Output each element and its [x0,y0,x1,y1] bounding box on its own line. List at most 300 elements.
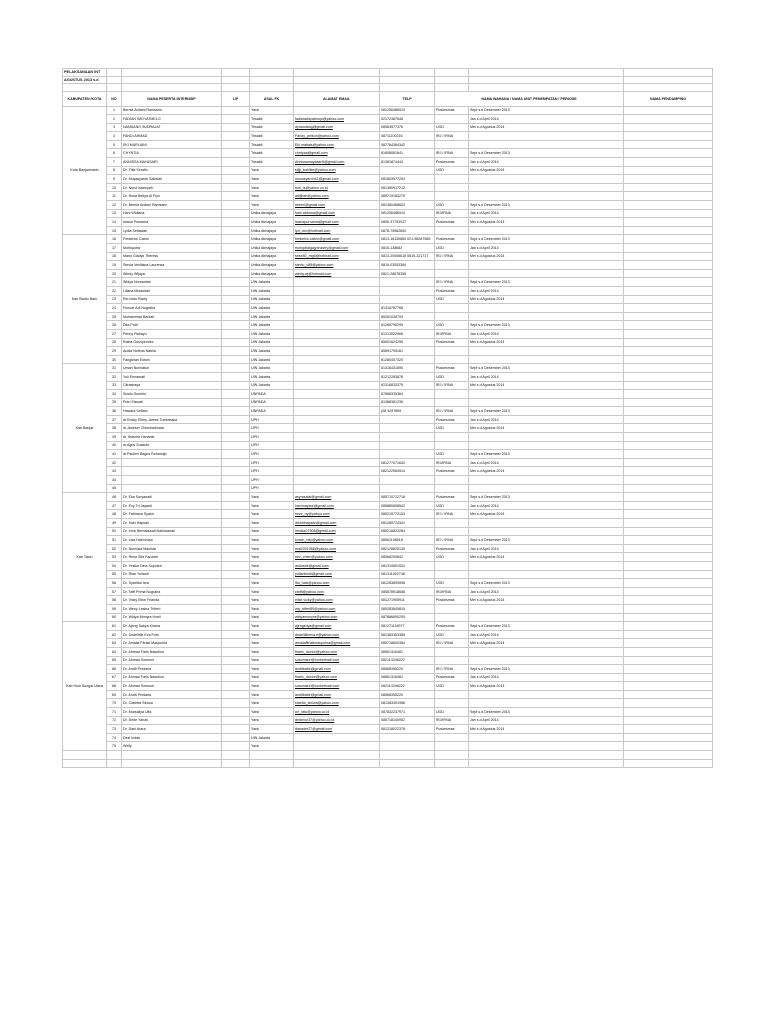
period-cell [469,347,624,356]
unit-cell: IRJ/IRNA [435,587,469,596]
email-cell[interactable]: chntyaa@gmail.com [294,149,380,158]
row-number: 12 [107,201,122,210]
unit-cell: IRJ / IRNA [435,665,469,674]
pendamping-cell [624,183,713,192]
unit-cell [435,304,469,313]
email-cell[interactable]: kvach_nify@yahoo.com [294,536,380,545]
table-row [63,527,713,536]
participant-name: Penny Rahayu [122,329,222,338]
row-number: 41 [107,450,122,459]
gender-cell [222,673,250,682]
email-cell[interactable]: nez_chien@yahoo.com [294,553,380,562]
email-cell[interactable]: frederick.calvin@gmail.com [294,235,380,244]
table-row [63,484,713,493]
email-cell [294,458,380,467]
gender-cell [222,596,250,605]
kabupaten-cell: Kab Tapin [63,493,107,622]
unit-cell: IRJ / IRNA [435,407,469,416]
phone-cell: 081383301986 [380,699,435,708]
gender-cell [222,175,250,184]
participant-name: Muhammad Barkah [122,312,222,321]
email-cell [294,415,380,424]
unit-cell: IRJ / IRNA [435,639,469,648]
pendamping-cell [624,381,713,390]
unit-cell: UGD [435,372,469,381]
period-cell [469,132,624,141]
phone-cell: 81381874444 [380,158,435,167]
period-cell: Jan s.d April 2014 [469,716,624,725]
period-cell [469,561,624,570]
email-cell[interactable]: windy.wj@hotmail.com [294,269,380,278]
table-row [63,398,713,407]
phone-cell: 08568209842 [380,553,435,562]
unit-cell [435,140,469,149]
pendamping-cell [624,613,713,622]
phone-cell: 81388381236 [380,398,435,407]
gender-cell [222,295,250,304]
gender-cell [222,321,250,330]
unit-cell: UGD [435,123,469,132]
period-cell [469,604,624,613]
email-cell[interactable]: muzasyaroh41@gmail.com [294,175,380,184]
email-cell[interactable]: mal2001986@yahoo.com [294,544,380,553]
pendamping-cell [624,304,713,313]
email-cell[interactable]: sifjji_bahlike@yahoo.com [294,166,380,175]
row-number: 13 [107,209,122,218]
faculty-origin: Trisakti [250,132,294,141]
period-cell [469,484,624,493]
phone-cell: 0815-138683 [380,244,435,253]
header-nama: NAMA PESERTA INTERNSIP [122,91,222,106]
faculty-origin: Yarsi [250,725,294,734]
table-row [63,252,713,261]
phone-cell [380,476,435,485]
faculty-origin: Yarsi [250,716,294,725]
participant-name: Susilo Sumitro [122,390,222,399]
faculty-origin: Unika Atmajaya [250,209,294,218]
participant-name: Welly [122,742,222,751]
faculty-origin: UIN Jakarta [250,304,294,313]
participant-name: Rio Iwan Riady [122,295,222,304]
phone-cell: 081271905911 [380,596,435,605]
email-cell [294,286,380,295]
email-cell[interactable]: uri_ratu@yahoo.co.id [294,708,380,717]
period-cell: Sept s.d Desember 2013 [469,201,624,210]
faculty-origin: UIN Jakarta [250,295,294,304]
participant-name: Liliana Mulandari [122,286,222,295]
pendamping-cell [624,286,713,295]
pendamping-cell [624,596,713,605]
pendamping-cell [624,312,713,321]
unit-cell: Puskesmas [435,218,469,227]
kabupaten-cell: Kab Hulu Sungai Utara [63,622,107,751]
faculty-origin: Yarsi [250,682,294,691]
email-cell[interactable]: susomsuri@rocketmail.com [294,656,380,665]
phone-cell: 081380468603 [380,201,435,210]
email-cell[interactable]: sese80_mgtt@hotmail.com [294,252,380,261]
email-cell[interactable]: nberni@gmail.com [294,201,380,210]
participant-name: Dr. Andit Perdana [122,690,222,699]
phone-cell: 81212283878 [380,372,435,381]
table-row [63,476,713,485]
table-row [63,579,713,588]
gender-cell [222,699,250,708]
phone-cell [380,278,435,287]
gender-cell [222,716,250,725]
row-number: 19 [107,261,122,270]
participant-name: Desi Indah [122,733,222,742]
unit-cell: Puskesmas [435,158,469,167]
gender-cell [222,372,250,381]
period-cell [469,355,624,364]
row-number: 63 [107,639,122,648]
faculty-origin: Yarsi [250,639,294,648]
period-cell: Mei s.d Agustus 2014 [469,467,624,476]
gender-cell [222,338,250,347]
table-row [63,415,713,424]
faculty-origin: Trisakti [250,149,294,158]
participant-name: Dr. Mursaliya Ufia [122,708,222,717]
row-number: 42 [107,458,122,467]
period-cell [469,699,624,708]
faculty-origin: UIN Jakarta [250,733,294,742]
pendamping-cell [624,158,713,167]
table-row [63,622,713,631]
participant-name: Dr. Ahmad Faris Nasution [122,647,222,656]
gender-cell [222,536,250,545]
participant-name: Dr. Rosa Betiya Al Fiyn [122,192,222,201]
row-number: 55 [107,570,122,579]
phone-cell: 085718140902 [380,716,435,725]
pendamping-cell [624,708,713,717]
period-cell: Jan s.d April 2014 [469,158,624,167]
table-row [63,553,713,562]
unit-cell [435,476,469,485]
period-cell: Sept s.d Desember 2013 [469,665,624,674]
phone-cell: 081256486910 [380,106,435,115]
row-number: 60 [107,613,122,622]
table-row [63,536,713,545]
pendamping-cell [624,321,713,330]
gender-cell [222,665,250,674]
faculty-origin: UIN Jakarta [250,364,294,373]
gender-cell [222,467,250,476]
email-cell[interactable]: elise.vicky@yahoo.com [294,596,380,605]
email-cell[interactable]: yuliantinidi@gmail.com [294,570,380,579]
period-cell [469,433,624,442]
email-cell [294,295,380,304]
unit-cell [435,226,469,235]
email-cell[interactable]: diindrihapsari@gmail.com [294,519,380,528]
email-cell[interactable]: adiljhan@yahoo.com [294,192,380,201]
row-number: 46 [107,493,122,502]
gender-cell [222,123,250,132]
email-cell [294,433,380,442]
email-cell[interactable]: Annissamayasari9@gmail.com [294,158,380,167]
email-cell [294,106,380,115]
row-number: 32 [107,372,122,381]
header-wahana: NAMA WAHANA / NAMA UNIT PENEMPATAN / PERIODE [435,91,624,106]
unit-cell [435,175,469,184]
email-cell[interactable]: claetta_siniwa@yahoo.com [294,699,380,708]
pendamping-cell [624,647,713,656]
gender-cell [222,166,250,175]
faculty-origin: UIN Jakarta [250,329,294,338]
email-cell[interactable]: ctaffi@yahoo.com [294,587,380,596]
gender-cell [222,570,250,579]
pendamping-cell [624,209,713,218]
period-cell [469,140,624,149]
email-cell [294,476,380,485]
email-cell[interactable]: hani.widiana@gmail.com [294,209,380,218]
period-cell: Sept s.d Desember 2013 [469,536,624,545]
email-cell[interactable]: mohqdralgajychastry@gmail.com [294,244,380,253]
email-cell[interactable]: ifai_hals@yahoo.com [294,579,380,588]
email-cell[interactable]: dodeliflieeva.e@yahoo.com [294,630,380,639]
participant-name: Fangkiran Edwin [122,355,222,364]
period-cell: Jan s.d April 2014 [469,286,624,295]
table-row [63,347,713,356]
period-cell: Sept s.d Desember 2013 [469,278,624,287]
phone-cell: 082122564914 [380,467,435,476]
table-row [63,656,713,665]
pendamping-cell [624,252,713,261]
participant-name: Iwana Purnama [122,218,222,227]
table-row [63,106,713,115]
email-cell[interactable]: widyamonyra@yahoo.com [294,613,380,622]
pendamping-cell [624,673,713,682]
period-cell: Jan s.d April 2014 [469,501,624,510]
participant-name: Hawara Sofiani [122,407,222,416]
period-cell: Sept s.d Desember 2013 [469,235,624,244]
unit-cell: Puskesmas [435,493,469,502]
unit-cell: UGD [435,553,469,562]
email-cell[interactable]: Fandy_pelkon@yahoo.com [294,132,380,141]
row-number: 10 [107,183,122,192]
pendamping-cell [624,140,713,149]
gender-cell [222,261,250,270]
participant-name: Windy Wijaya [122,269,222,278]
header-telp: TELP [380,91,435,106]
gender-cell [222,312,250,321]
phone-cell: 085710712718 [380,493,435,502]
participant-name: Frederick Calvin [122,235,222,244]
row-number: 24 [107,304,122,313]
email-cell[interactable]: havonayare@gmail.com [294,501,380,510]
email-cell [294,338,380,347]
row-number: 72 [107,716,122,725]
email-cell [294,329,380,338]
unit-cell [435,519,469,528]
unit-cell: UGD [435,295,469,304]
faculty-origin: Yarsi [250,708,294,717]
faculty-origin: Trisakti [250,123,294,132]
phone-cell: 08561108518 [380,536,435,545]
header-lp: L/P [222,91,250,106]
phone-cell: 0813-20006618 0815-321717 [380,252,435,261]
gender-cell [222,656,250,665]
email-cell[interactable]: nezz_ny@yahoo.com [294,510,380,519]
faculty-origin: Yarsi [250,166,294,175]
unit-cell: IRJ / IRNA [435,132,469,141]
participant-name: Dr. Nurmala Maulida [122,544,222,553]
phone-cell: 081380917212 [380,183,435,192]
row-number: 40 [107,441,122,450]
email-cell[interactable]: danader27@gmail.com [294,725,380,734]
pendamping-cell [624,132,713,141]
participant-name: Dr. Fathraza Syakri [122,510,222,519]
faculty-origin: UPH [250,450,294,459]
unit-cell [435,183,469,192]
unit-cell [435,347,469,356]
email-cell[interactable]: asdosbe@gmail.com [294,561,380,570]
gender-cell [222,226,250,235]
phone-cell: 081383353385 [380,630,435,639]
gender-cell [222,183,250,192]
faculty-origin: Yarsi [250,501,294,510]
period-cell: Jan s.d April 2014 [469,673,624,682]
email-cell[interactable]: dedenur37@yahoo.co.id [294,716,380,725]
gender-cell [222,149,250,158]
unit-cell: UGD [435,244,469,253]
email-cell[interactable]: ajengsdya@gmail.com [294,622,380,631]
row-number: 22 [107,286,122,295]
email-cell[interactable]: fharic_doctor@yahoo.com [294,647,380,656]
gender-cell [222,286,250,295]
faculty-origin: Yarsi [250,192,294,201]
period-cell: Jan s.d April 2014 [469,244,624,253]
unit-cell: Puskesmas [435,286,469,295]
pendamping-cell [624,364,713,373]
pendamping-cell [624,630,713,639]
email-cell[interactable]: steviu_v88@yahoo.com [294,261,380,270]
table-row [63,673,713,682]
email-cell[interactable]: fadianwidyatmojo@yahoo.com [294,115,380,124]
participant-name: Dr. Ahmad Somsuri [122,656,222,665]
email-cell[interactable]: iwanapurnama@gmail.com [294,218,380,227]
pendamping-cell [624,553,713,562]
participant-name: Dr. Irma Nirmalawati Narfosanah [122,527,222,536]
email-cell[interactable]: fharic_doctor@yahoo.com [294,673,380,682]
participant-name: Citrasnaya [122,381,222,390]
participant-name [122,484,222,493]
unit-cell [435,613,469,622]
email-cell[interactable]: anditbabe@gmail.com [294,690,380,699]
pendamping-cell [624,424,713,433]
email-cell[interactable]: Eki.mattals@yahoo.com [294,140,380,149]
period-cell: Mei s.d Agustus 2014 [469,381,624,390]
phone-cell: 08568355220 [380,690,435,699]
gender-cell [222,553,250,562]
unit-cell: IRJ/IRNA [435,209,469,218]
phone-cell: 085283845815 [380,604,435,613]
pendamping-cell [624,484,713,493]
gender-cell [222,733,250,742]
email-cell[interactable]: lyd_ceo@hotmail.com [294,226,380,235]
participant-name: Umah Nurinatun [122,364,222,373]
pendamping-cell [624,544,713,553]
faculty-origin: Yarsi [250,690,294,699]
table-row [63,604,713,613]
phone-cell: 081310691531 [380,561,435,570]
phone-cell: 08561316481 [380,673,435,682]
participant-name: CHYNTIA [122,149,222,158]
email-cell[interactable]: amaliafitriatimaspuhra@gmail.com [294,639,380,648]
participant-name: dr.Agus Susanto [122,441,222,450]
faculty-origin: UIN Jakarta [250,321,294,330]
email-cell[interactable]: anditbabe@gmail.com [294,665,380,674]
gender-cell [222,115,250,124]
period-cell [469,742,624,751]
unit-cell [435,355,469,364]
row-number: 35 [107,398,122,407]
email-cell[interactable]: wly_triferi89@yahoo.com [294,604,380,613]
pendamping-cell [624,115,713,124]
participant-name: Putri Siswati [122,398,222,407]
faculty-origin: UPH [250,484,294,493]
email-cell[interactable]: asyrasalat@gmail.com [294,493,380,502]
phone-cell: 081218022378 [380,725,435,734]
period-cell: Mei s.d Agustus 2014 [469,123,624,132]
period-cell: Mei s.d Agustus 2014 [469,553,624,562]
period-cell [469,192,624,201]
row-number: 4 [107,132,122,141]
row-number: 30 [107,355,122,364]
email-cell[interactable]: dynandang@gmail.com [294,123,380,132]
pendamping-cell [624,123,713,132]
email-cell [294,450,380,459]
table-row [63,115,713,124]
phone-cell: 085880898542 [380,501,435,510]
table-row [63,218,713,227]
email-cell[interactable]: susomsuri@rocketmail.com [294,682,380,691]
page-title-line-2: AGUSTUS 2013 s.d [63,76,107,84]
table-row [63,372,713,381]
faculty-origin: UIN Jakarta [250,355,294,364]
faculty-origin: Unika Atmajaya [250,235,294,244]
period-cell [469,647,624,656]
table-row [63,261,713,270]
participant-name: Dr. Ahmad Faris Nasution [122,673,222,682]
unit-cell [435,484,469,493]
email-cell[interactable]: irmaks07808@gmail.com [294,527,380,536]
row-number: 51 [107,536,122,545]
faculty-origin: UPH [250,424,294,433]
participant-name: Dr. Yesika Dina Soputeri [122,561,222,570]
participant-name: Dr. Nurul Istamyah [122,183,222,192]
row-number: 9 [107,175,122,184]
faculty-origin: Yarsi [250,665,294,674]
email-cell[interactable]: nuri_is@yahoo.co.id [294,183,380,192]
participant-name: Stevia Vesiliana Laurensa [122,261,222,270]
row-number: 21 [107,278,122,287]
email-cell [294,355,380,364]
table-row [63,647,713,656]
row-number: 56 [107,579,122,588]
faculty-origin: Yarsi [250,561,294,570]
faculty-origin: Yarsi [250,201,294,210]
participant-name: Yuli Ermawati [122,372,222,381]
table-row [63,493,713,502]
pendamping-cell [624,175,713,184]
pendamping-cell [624,536,713,545]
participant-name: Dr. Amalia Fitriati Maspuhra [122,639,222,648]
pendamping-cell [624,656,713,665]
participant-name: Dita Putri [122,321,222,330]
pendamping-cell [624,415,713,424]
participant-name: Bernia Ardiani Ramsarin [122,106,222,115]
period-cell: Sept s.d Desember 2013 [469,407,624,416]
